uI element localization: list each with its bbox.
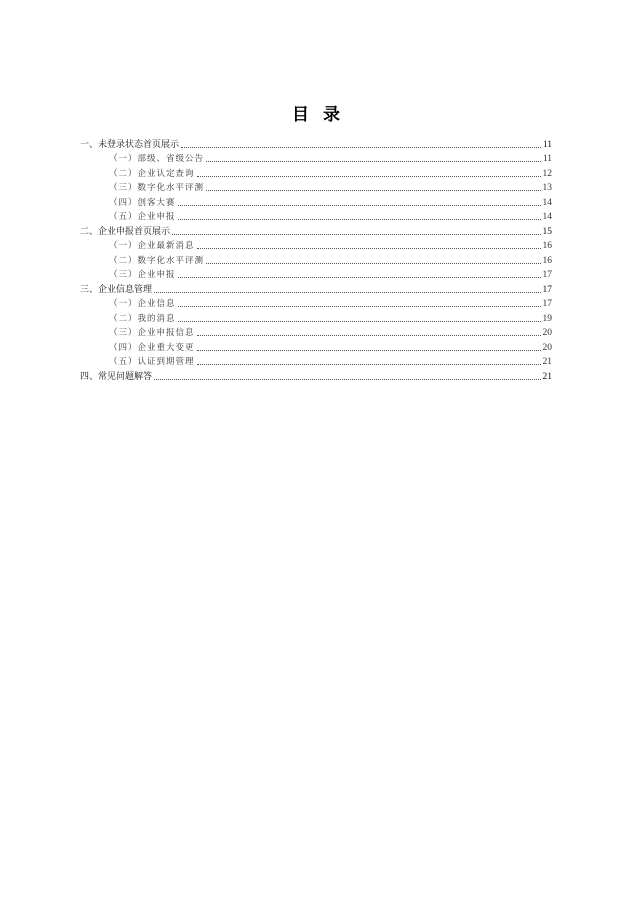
toc-dot-leader: [206, 189, 540, 191]
toc-dot-leader: [178, 218, 541, 220]
toc-subsection-entry[interactable]: [80, 296, 552, 311]
toc-entry-label: （三）企业申报信息: [109, 328, 195, 338]
toc-page-number: 14: [542, 212, 552, 222]
toc-entry-label: （五）企业申报: [109, 212, 176, 222]
toc-entry-label: 四、常见问题解答: [80, 371, 153, 382]
toc-entry-label: （一）部级、省级公告: [109, 154, 205, 164]
toc-page-number: 17: [542, 299, 552, 309]
toc-subsection-entry[interactable]: [80, 209, 552, 224]
toc-entry-label: （二）数字化水平评测: [109, 255, 205, 266]
toc-dot-leader: [178, 276, 541, 278]
toc-subsection-entry[interactable]: [80, 180, 552, 195]
toc-subsection-entry[interactable]: [80, 252, 552, 267]
toc-dot-leader: [178, 320, 541, 322]
toc-title: 目 录: [292, 105, 344, 125]
toc-dot-leader: [206, 262, 540, 264]
toc-page-number: 19: [542, 313, 552, 324]
toc-page-number: 11: [542, 139, 552, 150]
toc-entry-label: 二、企业申报首页展示: [80, 226, 171, 237]
toc-dot-leader: [197, 349, 541, 351]
toc-page-number: 20: [542, 342, 552, 353]
toc-dot-leader: [197, 334, 541, 336]
toc-subsection-entry[interactable]: [80, 194, 552, 209]
toc-section-entry[interactable]: [80, 281, 552, 296]
toc-dot-leader: [178, 305, 541, 307]
toc-entry-label: 一、未登录状态首页展示: [80, 139, 180, 150]
toc-subsection-entry[interactable]: [80, 354, 552, 369]
toc-page-number: 17: [542, 270, 552, 280]
toc-page-number: 21: [542, 371, 552, 382]
toc-dot-leader: [197, 247, 541, 249]
toc-subsection-entry[interactable]: [80, 339, 552, 354]
toc-list: [80, 136, 552, 383]
toc-page-number: 11: [542, 154, 552, 164]
toc-dot-leader: [154, 291, 540, 293]
toc-dot-leader: [154, 378, 540, 380]
toc-entry-label: 三、企业信息管理: [80, 284, 153, 295]
toc-subsection-entry[interactable]: [80, 238, 552, 253]
toc-page-number: 16: [542, 255, 552, 266]
toc-entry-label: （四）创客大赛: [109, 197, 176, 208]
toc-section-entry[interactable]: [80, 368, 552, 383]
toc-entry-label: （二）企业认定查询: [109, 168, 195, 179]
toc-section-entry[interactable]: [80, 136, 552, 151]
toc-dot-leader: [172, 233, 540, 235]
toc-page-number: 14: [542, 197, 552, 208]
toc-dot-leader: [197, 175, 541, 177]
toc-entry-label: （一）企业信息: [109, 299, 176, 309]
toc-page-number: 16: [542, 241, 552, 251]
toc-dot-leader: [197, 363, 541, 365]
toc-entry-label: （三）企业申报: [109, 270, 176, 280]
toc-page-number: 15: [542, 226, 552, 237]
toc-entry-label: （二）我的消息: [109, 313, 176, 324]
toc-page-number: 13: [542, 183, 552, 193]
toc-page-number: 20: [542, 328, 552, 338]
toc-dot-leader: [178, 204, 541, 206]
toc-dot-leader: [181, 146, 541, 148]
toc-subsection-entry[interactable]: [80, 151, 552, 166]
toc-subsection-entry[interactable]: [80, 325, 552, 340]
toc-entry-label: （五）认证到期管理: [109, 357, 195, 367]
toc-subsection-entry[interactable]: [80, 310, 552, 325]
toc-subsection-entry[interactable]: [80, 165, 552, 180]
toc-entry-label: （四）企业重大变更: [109, 342, 195, 353]
toc-entry-label: （三）数字化水平评测: [109, 183, 205, 193]
toc-page-number: 17: [542, 284, 552, 295]
toc-page-number: 12: [542, 168, 552, 179]
toc-subsection-entry[interactable]: [80, 267, 552, 282]
toc-entry-label: （一）企业最新消息: [109, 241, 195, 251]
toc-page-number: 21: [542, 357, 552, 367]
toc-dot-leader: [206, 160, 541, 162]
toc-section-entry[interactable]: [80, 223, 552, 238]
